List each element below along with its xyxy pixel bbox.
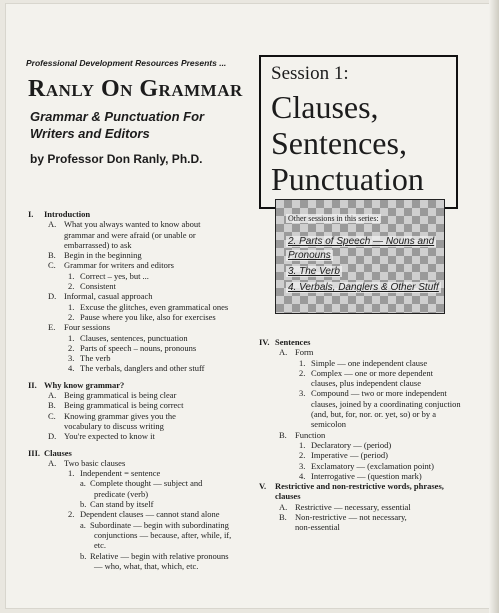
- outline-text: Four sessions: [64, 322, 111, 333]
- outline-text: Clauses: [44, 447, 72, 458]
- outline-marker: 4.: [68, 363, 75, 374]
- outline-item: [28, 448, 253, 458]
- outline-item: [28, 281, 253, 291]
- outline-marker: D.: [48, 431, 57, 442]
- outline-item: [28, 400, 253, 410]
- outline-item: [28, 333, 253, 343]
- outline-item: [28, 458, 253, 468]
- outline-item: [259, 450, 489, 460]
- session-title: [271, 89, 424, 197]
- outline-item: [28, 363, 253, 373]
- outline-marker: 2.: [68, 281, 75, 292]
- outline-item: [259, 378, 489, 388]
- outline-item: [259, 461, 489, 471]
- outline-marker: 1.: [68, 468, 75, 479]
- series-item: 2. Parts of Speech — Nouns and: [288, 236, 435, 247]
- outline-marker: 3.: [299, 388, 306, 399]
- outline-text: Restrictive and non-restrictive words, phrases,: [275, 481, 444, 492]
- outline-text: Complex — one or more dependent: [311, 367, 434, 378]
- outline-marker: B.: [279, 429, 287, 440]
- outline-marker: 1.: [299, 357, 306, 368]
- outline-marker: I.: [28, 209, 34, 219]
- outline-item: [28, 250, 253, 260]
- outline-item: [259, 440, 489, 450]
- session-title-line: Clauses,: [271, 89, 379, 125]
- session-box: [259, 55, 458, 209]
- outline-text: (and, but, for, nor. or. yet, so) or by a: [311, 409, 437, 420]
- outline-item: [28, 411, 253, 421]
- outline-item: [28, 343, 253, 353]
- outline-item: [28, 322, 253, 332]
- outline-text: The verbals, danglers and other stuff: [80, 363, 205, 374]
- outline-text: Exclamatory — (exclamation point): [311, 460, 434, 471]
- outline-text: Declaratory — (period): [311, 439, 392, 450]
- outline-text: embarrassed) to ask: [64, 239, 132, 250]
- outline-marker: 2.: [299, 450, 306, 461]
- outline-marker: A.: [48, 457, 57, 468]
- outline-item: [28, 380, 253, 390]
- outline-marker: B.: [48, 400, 56, 411]
- outline-item: [259, 368, 489, 378]
- outline-text: Simple — one independent clause: [311, 357, 428, 368]
- outline-marker: III.: [28, 447, 41, 458]
- outline-text: clauses: [275, 491, 301, 502]
- outline-item: [28, 530, 253, 540]
- outline-left: [28, 209, 253, 571]
- outline-text: Being grammatical is being correct: [64, 400, 184, 411]
- outline-text: Non-restrictive — not necessary,: [295, 512, 407, 523]
- session-title-line: Punctuation: [271, 161, 424, 197]
- outline-text: Correct – yes, but ...: [80, 270, 149, 281]
- outline-item: [28, 271, 253, 281]
- outline-item: [28, 390, 253, 400]
- outline-text: Two basic clauses: [64, 457, 126, 468]
- presents-line: Professional Development Resources Presents ...: [26, 58, 227, 68]
- outline-text: Introduction: [44, 209, 91, 219]
- outline-text: predicate (verb): [94, 488, 149, 499]
- outline-text: Parts of speech – nouns, pronouns: [80, 342, 197, 353]
- outline-marker: C.: [48, 260, 56, 271]
- outline-marker: b.: [80, 550, 87, 561]
- outline-marker: IV.: [259, 337, 270, 347]
- outline-item: [28, 230, 253, 240]
- outline-item: [259, 481, 489, 491]
- outline-marker: B.: [48, 250, 56, 261]
- outline-item: [28, 353, 253, 363]
- outline-item: [28, 431, 253, 441]
- outline-text: The verb: [80, 353, 111, 364]
- outline-item: [259, 399, 489, 409]
- outline-marker: 1.: [68, 301, 75, 312]
- page-edge-shadow: [489, 0, 499, 613]
- outline-marker: E.: [48, 322, 56, 333]
- series-box: [275, 199, 445, 314]
- outline-marker: 2.: [68, 342, 75, 353]
- outline-text: Knowing grammar gives you the: [64, 410, 176, 421]
- outline-marker: D.: [48, 291, 57, 302]
- outline-text: Function: [295, 429, 326, 440]
- outline-text: Subordinate — begin with subordinating: [90, 519, 229, 530]
- outline-marker: B.: [279, 512, 287, 523]
- outline-text: Imperative — (period): [311, 450, 388, 461]
- outline-item: [28, 520, 253, 530]
- outline-item: [28, 540, 253, 550]
- outline-marker: A.: [48, 390, 57, 401]
- outline-item: [259, 347, 489, 357]
- outline-marker: C.: [48, 410, 56, 421]
- outline-item: [28, 240, 253, 250]
- outline-marker: A.: [279, 347, 288, 358]
- outline-marker: 2.: [68, 311, 75, 322]
- outline-marker: 1.: [299, 439, 306, 450]
- outline-item: [259, 337, 489, 347]
- outline-text: Compound — two or more independent: [311, 388, 447, 399]
- session-title-line: Sentences,: [271, 125, 407, 161]
- outline-item: [28, 302, 253, 312]
- outline-item: [28, 421, 253, 431]
- outline-marker: 4.: [299, 470, 306, 481]
- outline-text: — who, what, that, which, etc.: [94, 560, 199, 571]
- outline-text: non-essential: [295, 522, 340, 533]
- outline-text: semicolon: [311, 419, 346, 430]
- outline-text: clauses, plus independent clause: [311, 378, 421, 389]
- outline-item: [259, 512, 489, 522]
- outline-text: Can stand by itself: [90, 499, 154, 510]
- outline-item: [28, 489, 253, 499]
- outline-item: [28, 291, 253, 301]
- outline-text: clauses, joined by a coordinating conjuction: [311, 398, 461, 409]
- outline-marker: A.: [279, 501, 288, 512]
- outline-marker: 2.: [299, 367, 306, 378]
- outline-text: Clauses, sentences, punctuation: [80, 332, 188, 343]
- outline-marker: 2.: [68, 509, 75, 520]
- outline-item: [259, 430, 489, 440]
- document-subtitle: Grammar & Punctuation For Writers and Editors: [30, 109, 205, 141]
- outline-item: [259, 388, 489, 398]
- outline-text: Begin in the beginning: [64, 250, 142, 261]
- series-item: 3. The Verb: [288, 266, 340, 277]
- series-item: 4. Verbals, Danglers & Other Stuff: [288, 282, 439, 293]
- outline-item: [259, 491, 489, 501]
- outline-text: vocabulary to discuss writing: [64, 420, 164, 431]
- outline-item: [28, 209, 253, 219]
- outline-text: Excuse the glitches, even grammatical ones: [80, 301, 229, 312]
- outline-item: [259, 522, 489, 532]
- outline-text: grammar and were afraid (or unable or: [64, 229, 196, 240]
- author-line: by Professor Don Ranly, Ph.D.: [30, 152, 203, 166]
- outline-text: Complete thought — subject and: [90, 478, 203, 489]
- outline-text: Dependent clauses — cannot stand alone: [80, 509, 220, 520]
- outline-item: [259, 419, 489, 429]
- outline-marker: a.: [80, 519, 86, 530]
- series-item: Pronouns: [288, 250, 331, 261]
- outline-text: Relative — begin with relative pronouns: [90, 550, 229, 561]
- document-title: Ranly On Grammar: [28, 76, 243, 102]
- outline-item: [259, 502, 489, 512]
- outline-item: [28, 499, 253, 509]
- outline-text: Informal, casual approach: [64, 291, 153, 302]
- outline-text: conjunctions — because, after, while, if,: [94, 529, 232, 540]
- outline-text: etc.: [94, 540, 107, 551]
- outline-text: Being grammatical is being clear: [64, 390, 177, 401]
- outline-marker: 3.: [68, 353, 75, 364]
- outline-text: Form: [295, 347, 314, 358]
- outline-item: [28, 561, 253, 571]
- outline-item: [28, 468, 253, 478]
- outline-text: Why know grammar?: [44, 379, 125, 390]
- outline-marker: A.: [48, 219, 57, 230]
- outline-item: [259, 409, 489, 419]
- outline-item: [28, 478, 253, 488]
- outline-item: [28, 312, 253, 322]
- outline-item: [259, 471, 489, 481]
- outline-text: Pause where you like, also for exercises: [80, 311, 216, 322]
- outline-marker: b.: [80, 499, 87, 510]
- outline-item: [259, 358, 489, 368]
- outline-text: What you always wanted to know about: [64, 219, 201, 230]
- outline-marker: II.: [28, 379, 37, 390]
- session-label: Session 1:: [271, 63, 349, 84]
- outline-item: [28, 509, 253, 519]
- outline-marker: 1.: [68, 270, 75, 281]
- outline-marker: a.: [80, 478, 86, 489]
- outline-text: Consistent: [80, 281, 116, 292]
- outline-text: Interrogative — (question mark): [311, 470, 422, 481]
- outline-item: [28, 260, 253, 270]
- outline-text: You're expected to know it: [64, 431, 155, 442]
- outline-item: [28, 551, 253, 561]
- outline-item: [28, 219, 253, 229]
- outline-text: Sentences: [275, 337, 311, 347]
- outline-text: Restrictive — necessary, essential: [295, 501, 411, 512]
- series-intro: Other sessions in this series:: [288, 214, 379, 223]
- outline-marker: 3.: [299, 460, 306, 471]
- outline-right: [259, 337, 489, 533]
- outline-text: Independent = sentence: [80, 468, 161, 479]
- outline-marker: 1.: [68, 332, 75, 343]
- outline-marker: V.: [259, 481, 267, 492]
- outline-text: Grammar for writers and editors: [64, 260, 174, 271]
